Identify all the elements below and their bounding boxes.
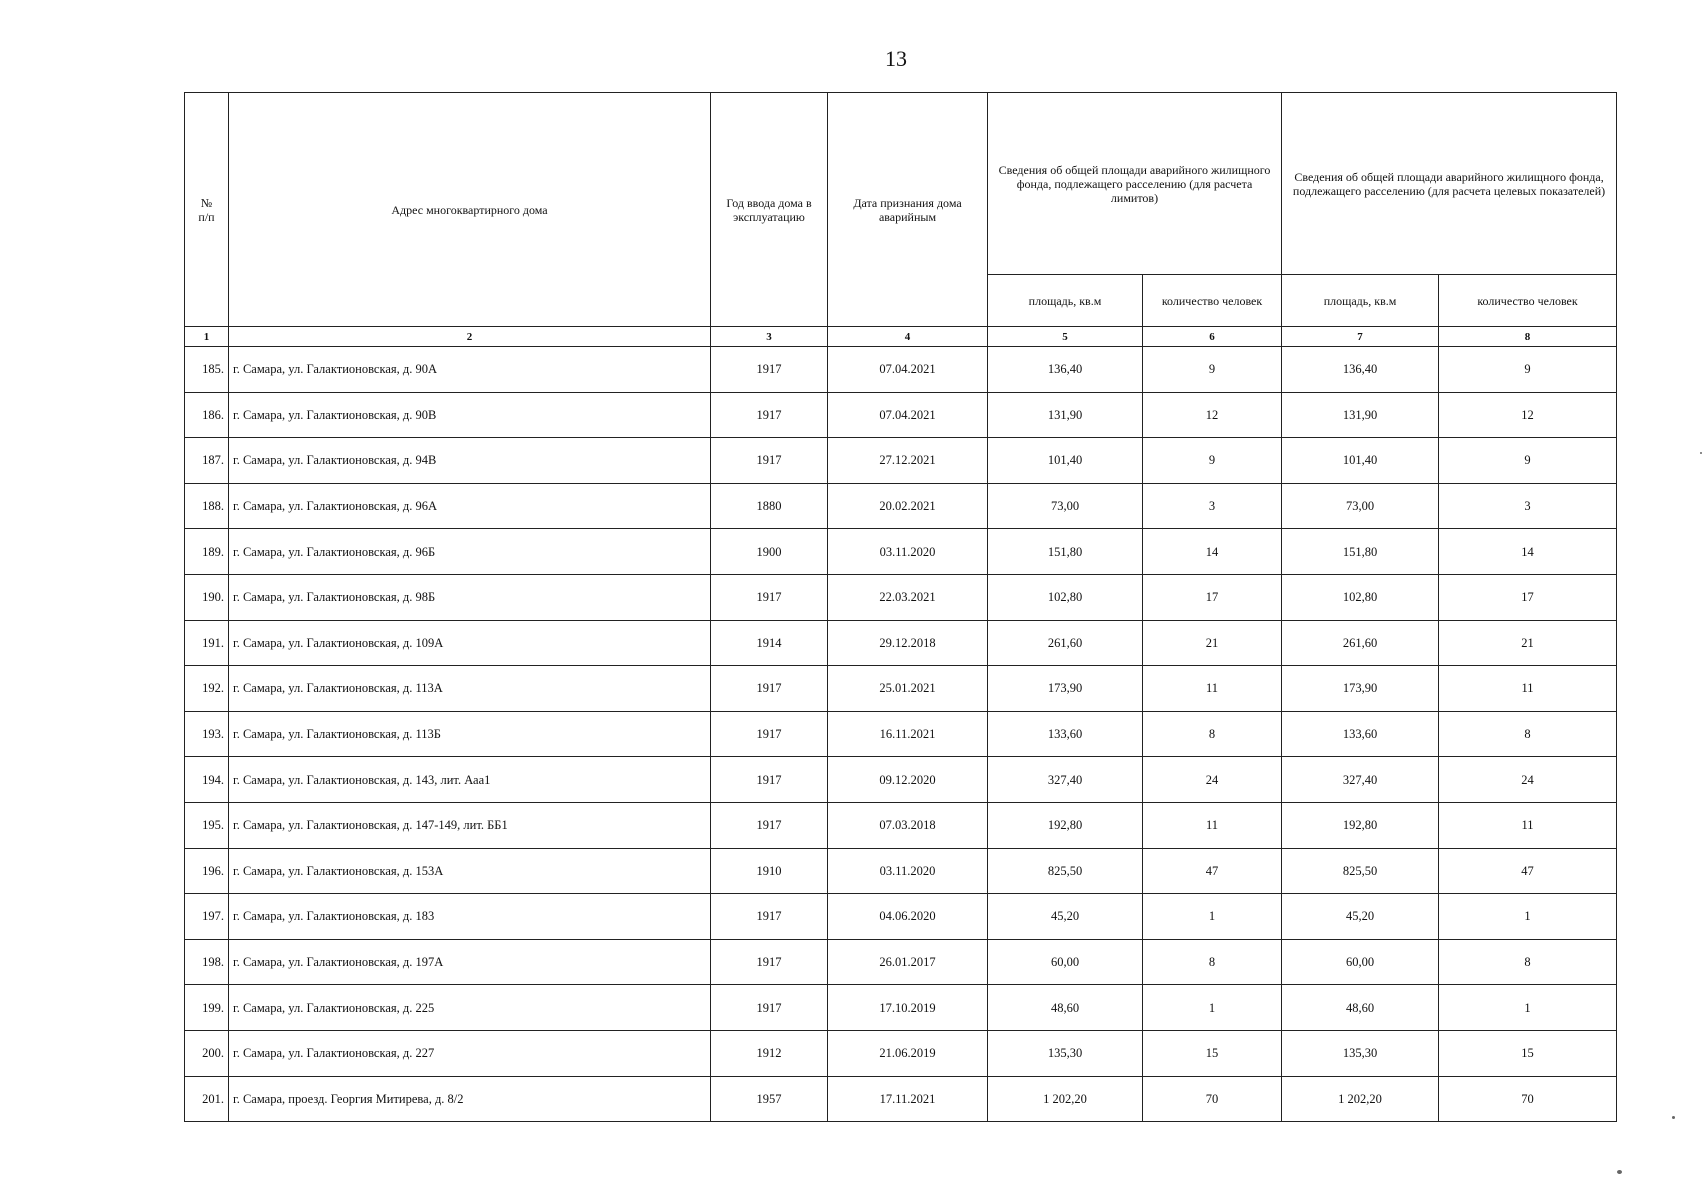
row-area-limit: 45,20 bbox=[988, 894, 1143, 940]
row-area-limit: 133,60 bbox=[988, 711, 1143, 757]
row-year: 1917 bbox=[711, 574, 828, 620]
row-area-target: 48,60 bbox=[1282, 985, 1439, 1031]
row-date: 07.04.2021 bbox=[828, 392, 988, 438]
row-year: 1917 bbox=[711, 392, 828, 438]
row-area-limit: 131,90 bbox=[988, 392, 1143, 438]
row-people-target: 17 bbox=[1439, 574, 1617, 620]
row-area-target: 135,30 bbox=[1282, 1030, 1439, 1076]
column-number: 7 bbox=[1282, 327, 1439, 347]
table-row bbox=[185, 666, 1617, 712]
row-area-target: 261,60 bbox=[1282, 620, 1439, 666]
row-number: 191. bbox=[185, 620, 229, 666]
row-area-target: 131,90 bbox=[1282, 392, 1439, 438]
table-row bbox=[185, 483, 1617, 529]
row-address: г. Самара, ул. Галактионовская, д. 183 bbox=[229, 894, 711, 940]
row-area-target: 45,20 bbox=[1282, 894, 1439, 940]
row-people-limit: 3 bbox=[1143, 483, 1282, 529]
row-people-limit: 1 bbox=[1143, 894, 1282, 940]
row-year: 1912 bbox=[711, 1030, 828, 1076]
table-row bbox=[185, 985, 1617, 1031]
row-year: 1917 bbox=[711, 985, 828, 1031]
row-year: 1910 bbox=[711, 848, 828, 894]
row-address: г. Самара, ул. Галактионовская, д. 90В bbox=[229, 392, 711, 438]
row-area-target: 192,80 bbox=[1282, 802, 1439, 848]
row-date: 21.06.2019 bbox=[828, 1030, 988, 1076]
row-area-limit: 261,60 bbox=[988, 620, 1143, 666]
table-row bbox=[185, 574, 1617, 620]
table-row bbox=[185, 620, 1617, 666]
scan-speck bbox=[1617, 1170, 1622, 1174]
row-number: 192. bbox=[185, 666, 229, 712]
table-row bbox=[185, 848, 1617, 894]
scan-speck bbox=[1700, 452, 1702, 454]
table-row bbox=[185, 347, 1617, 393]
column-numbers-row bbox=[185, 327, 1617, 347]
row-area-target: 327,40 bbox=[1282, 757, 1439, 803]
row-number: 194. bbox=[185, 757, 229, 803]
row-address: г. Самара, ул. Галактионовская, д. 96Б bbox=[229, 529, 711, 575]
row-people-limit: 21 bbox=[1143, 620, 1282, 666]
table-row bbox=[185, 1030, 1617, 1076]
row-address: г. Самара, ул. Галактионовская, д. 225 bbox=[229, 985, 711, 1031]
row-number: 186. bbox=[185, 392, 229, 438]
column-number: 4 bbox=[828, 327, 988, 347]
row-area-target: 825,50 bbox=[1282, 848, 1439, 894]
row-number: 197. bbox=[185, 894, 229, 940]
row-area-target: 102,80 bbox=[1282, 574, 1439, 620]
row-area-limit: 327,40 bbox=[988, 757, 1143, 803]
row-area-limit: 73,00 bbox=[988, 483, 1143, 529]
row-number: 187. bbox=[185, 438, 229, 484]
row-people-limit: 9 bbox=[1143, 347, 1282, 393]
row-people-target: 15 bbox=[1439, 1030, 1617, 1076]
row-number: 196. bbox=[185, 848, 229, 894]
row-area-limit: 1 202,20 bbox=[988, 1076, 1143, 1122]
row-area-limit: 192,80 bbox=[988, 802, 1143, 848]
row-area-target: 1 202,20 bbox=[1282, 1076, 1439, 1122]
row-year: 1917 bbox=[711, 757, 828, 803]
row-area-limit: 825,50 bbox=[988, 848, 1143, 894]
row-people-limit: 11 bbox=[1143, 802, 1282, 848]
row-people-target: 8 bbox=[1439, 939, 1617, 985]
row-number: 195. bbox=[185, 802, 229, 848]
row-people-limit: 8 bbox=[1143, 711, 1282, 757]
row-date: 27.12.2021 bbox=[828, 438, 988, 484]
row-year: 1917 bbox=[711, 666, 828, 712]
column-number: 8 bbox=[1439, 327, 1617, 347]
row-year: 1917 bbox=[711, 711, 828, 757]
row-year: 1917 bbox=[711, 438, 828, 484]
row-year: 1957 bbox=[711, 1076, 828, 1122]
row-number: 188. bbox=[185, 483, 229, 529]
row-area-target: 73,00 bbox=[1282, 483, 1439, 529]
table-row bbox=[185, 438, 1617, 484]
header-area-limit: площадь, кв.м bbox=[988, 275, 1143, 327]
row-number: 190. bbox=[185, 574, 229, 620]
row-year: 1914 bbox=[711, 620, 828, 666]
page-number: 13 bbox=[885, 46, 907, 71]
row-area-limit: 102,80 bbox=[988, 574, 1143, 620]
row-date: 03.11.2020 bbox=[828, 848, 988, 894]
header-date: Дата признания дома аварийным bbox=[828, 93, 988, 327]
row-year: 1880 bbox=[711, 483, 828, 529]
header-address: Адрес многоквартирного дома bbox=[229, 93, 711, 327]
row-address: г. Самара, ул. Галактионовская, д. 143, лит. Ааа1 bbox=[229, 757, 711, 803]
row-area-limit: 136,40 bbox=[988, 347, 1143, 393]
table-body bbox=[185, 347, 1617, 1122]
row-people-target: 8 bbox=[1439, 711, 1617, 757]
row-people-target: 14 bbox=[1439, 529, 1617, 575]
row-address: г. Самара, ул. Галактионовская, д. 113Б bbox=[229, 711, 711, 757]
row-address: г. Самара, ул. Галактионовская, д. 197А bbox=[229, 939, 711, 985]
row-people-limit: 8 bbox=[1143, 939, 1282, 985]
row-date: 20.02.2021 bbox=[828, 483, 988, 529]
row-year: 1917 bbox=[711, 347, 828, 393]
row-people-target: 24 bbox=[1439, 757, 1617, 803]
row-people-target: 70 bbox=[1439, 1076, 1617, 1122]
row-address: г. Самара, ул. Галактионовская, д. 113А bbox=[229, 666, 711, 712]
row-area-target: 173,90 bbox=[1282, 666, 1439, 712]
header-area-target: площадь, кв.м bbox=[1282, 275, 1439, 327]
row-date: 09.12.2020 bbox=[828, 757, 988, 803]
row-number: 199. bbox=[185, 985, 229, 1031]
row-people-limit: 1 bbox=[1143, 985, 1282, 1031]
table-row bbox=[185, 757, 1617, 803]
row-address: г. Самара, ул. Галактионовская, д. 153А bbox=[229, 848, 711, 894]
row-people-limit: 9 bbox=[1143, 438, 1282, 484]
row-people-target: 1 bbox=[1439, 894, 1617, 940]
row-area-limit: 173,90 bbox=[988, 666, 1143, 712]
header-people-target: количество человек bbox=[1439, 275, 1617, 327]
table-row bbox=[185, 529, 1617, 575]
row-people-limit: 17 bbox=[1143, 574, 1282, 620]
row-year: 1917 bbox=[711, 802, 828, 848]
row-number: 201. bbox=[185, 1076, 229, 1122]
row-people-target: 21 bbox=[1439, 620, 1617, 666]
row-number: 198. bbox=[185, 939, 229, 985]
row-date: 04.06.2020 bbox=[828, 894, 988, 940]
row-people-limit: 70 bbox=[1143, 1076, 1282, 1122]
row-area-target: 151,80 bbox=[1282, 529, 1439, 575]
row-year: 1917 bbox=[711, 894, 828, 940]
row-area-limit: 151,80 bbox=[988, 529, 1143, 575]
table-row bbox=[185, 711, 1617, 757]
row-date: 17.11.2021 bbox=[828, 1076, 988, 1122]
housing-registry-table bbox=[184, 92, 1617, 1122]
row-address: г. Самара, ул. Галактионовская, д. 98Б bbox=[229, 574, 711, 620]
row-people-limit: 12 bbox=[1143, 392, 1282, 438]
row-area-limit: 135,30 bbox=[988, 1030, 1143, 1076]
row-date: 22.03.2021 bbox=[828, 574, 988, 620]
row-area-target: 101,40 bbox=[1282, 438, 1439, 484]
header-group-limits: Сведения об общей площади аварийного жилищного фонда, подлежащего расселению (для расчета лимитов) bbox=[988, 93, 1282, 275]
header-people-limit: количество человек bbox=[1143, 275, 1282, 327]
row-address: г. Самара, ул. Галактионовская, д. 227 bbox=[229, 1030, 711, 1076]
header-group-targets: Сведения об общей площади аварийного жилищного фонда, подлежащего расселению (для расчета целевых показателей) bbox=[1282, 93, 1617, 275]
row-date: 29.12.2018 bbox=[828, 620, 988, 666]
row-date: 25.01.2021 bbox=[828, 666, 988, 712]
row-number: 200. bbox=[185, 1030, 229, 1076]
row-people-target: 47 bbox=[1439, 848, 1617, 894]
row-date: 07.03.2018 bbox=[828, 802, 988, 848]
row-year: 1917 bbox=[711, 939, 828, 985]
column-number: 1 bbox=[185, 327, 229, 347]
row-people-target: 3 bbox=[1439, 483, 1617, 529]
row-address: г. Самара, ул. Галактионовская, д. 96А bbox=[229, 483, 711, 529]
row-area-target: 60,00 bbox=[1282, 939, 1439, 985]
row-area-limit: 101,40 bbox=[988, 438, 1143, 484]
row-people-target: 11 bbox=[1439, 802, 1617, 848]
header-num: № п/п bbox=[185, 93, 229, 327]
table-row bbox=[185, 939, 1617, 985]
row-people-limit: 11 bbox=[1143, 666, 1282, 712]
row-address: г. Самара, ул. Галактионовская, д. 90А bbox=[229, 347, 711, 393]
table-row bbox=[185, 392, 1617, 438]
row-number: 189. bbox=[185, 529, 229, 575]
column-number: 2 bbox=[229, 327, 711, 347]
row-people-target: 11 bbox=[1439, 666, 1617, 712]
row-address: г. Самара, проезд. Георгия Митирева, д. 8/2 bbox=[229, 1076, 711, 1122]
table-row bbox=[185, 802, 1617, 848]
column-number: 6 bbox=[1143, 327, 1282, 347]
row-address: г. Самара, ул. Галактионовская, д. 94В bbox=[229, 438, 711, 484]
row-date: 07.04.2021 bbox=[828, 347, 988, 393]
row-area-limit: 60,00 bbox=[988, 939, 1143, 985]
header-year: Год ввода дома в эксплуатацию bbox=[711, 93, 828, 327]
scan-speck bbox=[1672, 1116, 1675, 1119]
row-area-target: 136,40 bbox=[1282, 347, 1439, 393]
row-number: 185. bbox=[185, 347, 229, 393]
row-date: 26.01.2017 bbox=[828, 939, 988, 985]
row-area-limit: 48,60 bbox=[988, 985, 1143, 1031]
row-date: 17.10.2019 bbox=[828, 985, 988, 1031]
table-row bbox=[185, 1076, 1617, 1122]
row-year: 1900 bbox=[711, 529, 828, 575]
row-people-target: 9 bbox=[1439, 438, 1617, 484]
column-number: 3 bbox=[711, 327, 828, 347]
row-people-limit: 47 bbox=[1143, 848, 1282, 894]
column-number: 5 bbox=[988, 327, 1143, 347]
row-people-target: 9 bbox=[1439, 347, 1617, 393]
row-people-limit: 24 bbox=[1143, 757, 1282, 803]
row-address: г. Самара, ул. Галактионовская, д. 109А bbox=[229, 620, 711, 666]
row-number: 193. bbox=[185, 711, 229, 757]
row-date: 16.11.2021 bbox=[828, 711, 988, 757]
row-people-target: 1 bbox=[1439, 985, 1617, 1031]
table-row bbox=[185, 894, 1617, 940]
row-people-target: 12 bbox=[1439, 392, 1617, 438]
row-people-limit: 15 bbox=[1143, 1030, 1282, 1076]
row-people-limit: 14 bbox=[1143, 529, 1282, 575]
row-address: г. Самара, ул. Галактионовская, д. 147-149, лит. ББ1 bbox=[229, 802, 711, 848]
row-date: 03.11.2020 bbox=[828, 529, 988, 575]
row-area-target: 133,60 bbox=[1282, 711, 1439, 757]
